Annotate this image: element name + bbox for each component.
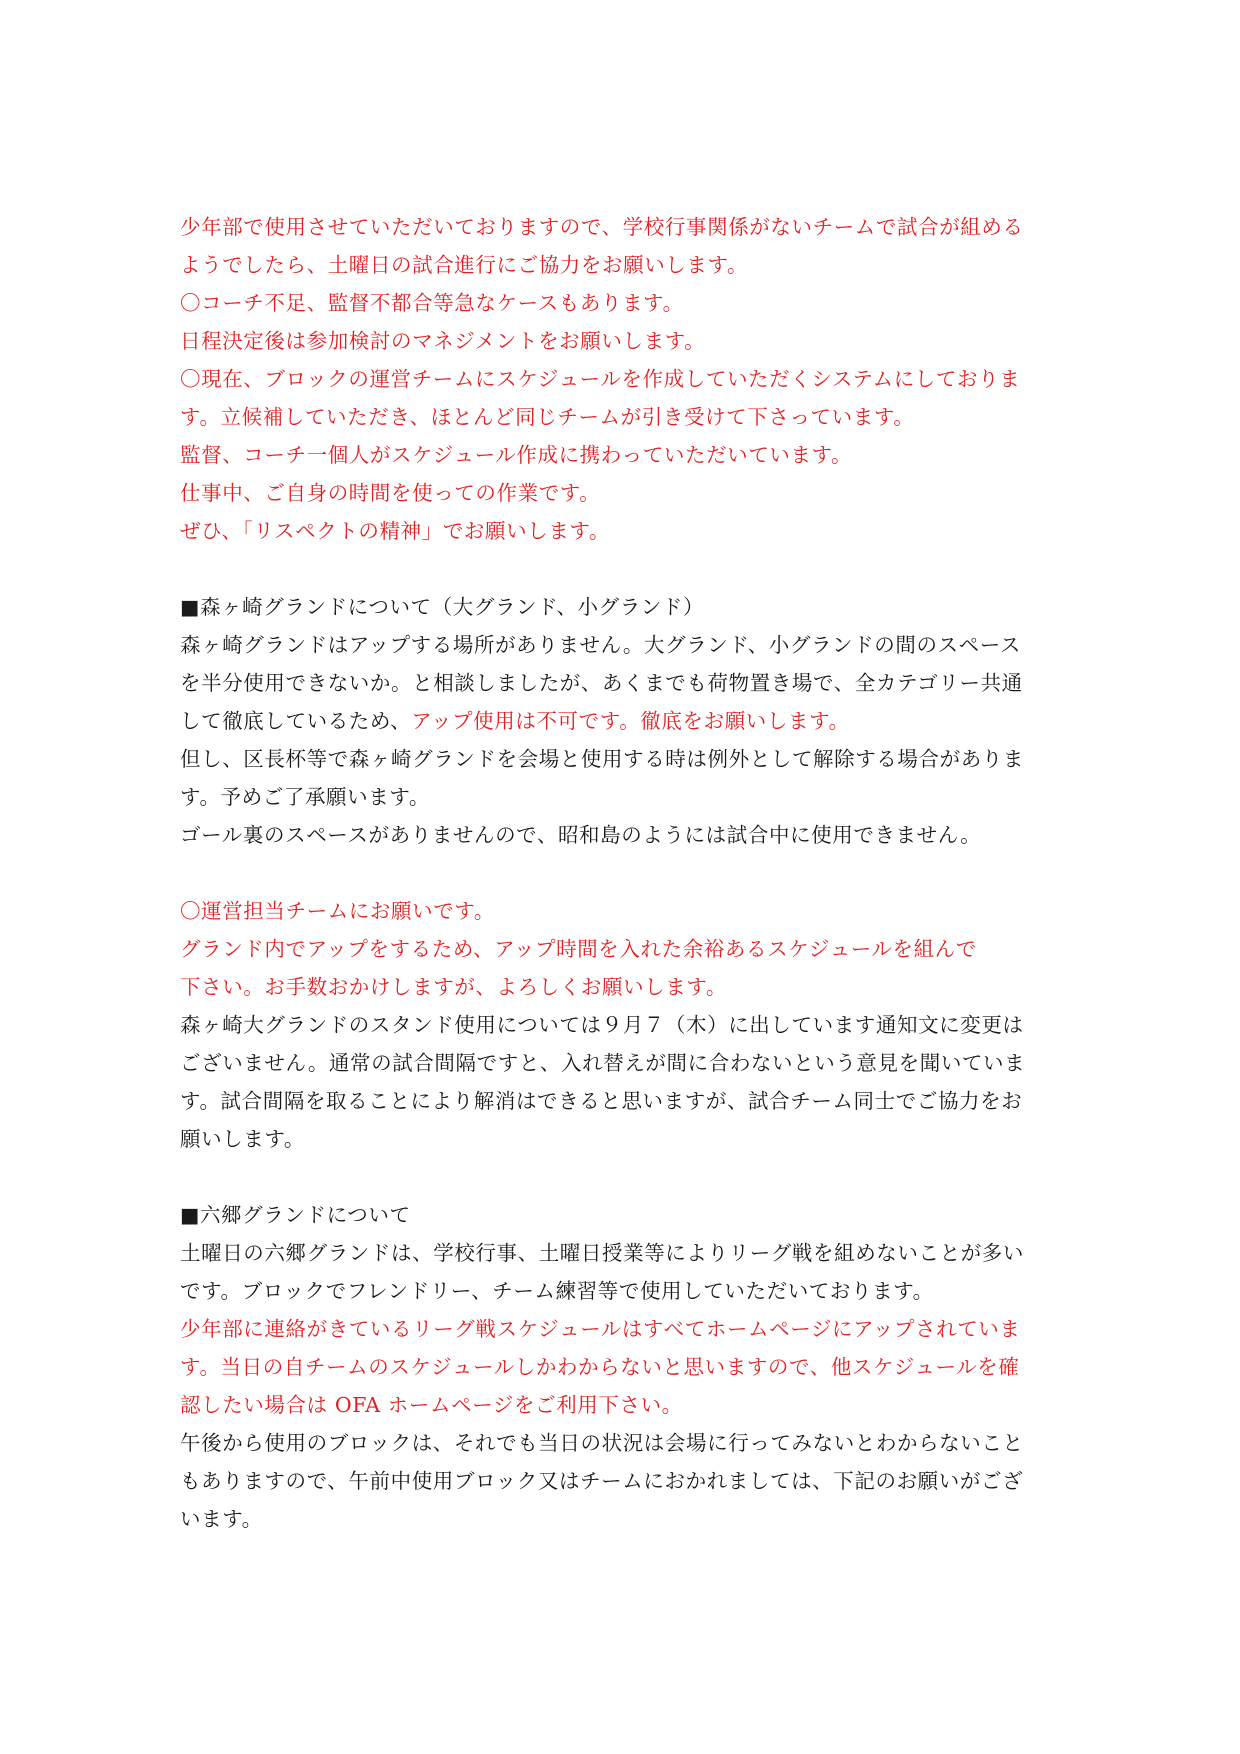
section-heading: ■森ヶ崎グランドについて（大グランド、小グランド）	[180, 595, 705, 619]
body-line: います。	[180, 1507, 263, 1531]
notice-line: 〇現在、ブロックの運営チームにスケジュールを作成していただくシステムにしておりま	[180, 367, 1021, 391]
notice-line: ようでしたら、土曜日の試合進行にご協力をお願いします。	[180, 253, 749, 277]
body-line: す。予めご了承願います。	[180, 785, 430, 809]
section-operating-team-request	[180, 892, 1060, 1158]
notice-line: 監督、コーチ一個人がスケジュール作成に携わっていただいています。	[180, 443, 853, 467]
body-line: 森ヶ崎グランドはアップする場所がありません。大グランド、小グランドの間のスペース	[180, 633, 1021, 657]
notice-line: ぜひ、「リスペクトの精神」でお願いします。	[180, 519, 610, 543]
body-line: 但し、区長杯等で森ヶ崎グランドを会場と使用する時は例外として解除する場合がありま	[180, 747, 1024, 771]
notice-line: 少年部に連絡がきているリーグ戦スケジュールはすべてホームページにアップされていま	[180, 1317, 1021, 1341]
document-page	[180, 208, 1060, 1538]
notice-line: グランド内でアップをするため、アップ時間を入れた余裕あるスケジュールを組んで	[180, 937, 977, 961]
section-heading: ■六郷グランドについて	[180, 1203, 411, 1227]
section-rokugo-ground	[180, 1196, 1060, 1538]
notice-line: 日程決定後は参加検討のマネジメントをお願いします。	[180, 329, 706, 353]
notice-line: 認したい場合は OFA ホームページをご利用下さい。	[180, 1393, 683, 1417]
body-line: もありますので、午前中使用ブロック又はチームにおかれましては、下記のお願いがござ	[180, 1469, 1024, 1493]
paragraph-gap	[180, 550, 1060, 588]
emphasis-text: アップ使用は不可です。徹底をお願いします。	[411, 709, 850, 733]
body-line: 願いします。	[180, 1127, 305, 1151]
body-line	[180, 702, 1060, 740]
paragraph-gap	[180, 1158, 1060, 1196]
notice-line: 〇運営担当チームにお願いです。	[180, 899, 495, 923]
section-morigasaki-ground	[180, 588, 1060, 854]
notice-line: す。立候補していただき、ほとんど同じチームが引き受けて下さっています。	[180, 405, 915, 429]
body-line: ございません。通常の試合間隔ですと、入れ替えが間に合わないという意見を聞いていま	[180, 1051, 1026, 1075]
notice-line: 仕事中、ご自身の時間を使っての作業です。	[180, 481, 601, 505]
notice-section-youth	[180, 208, 1060, 550]
notice-line: 〇コーチ不足、監督不都合等急なケースもあります。	[180, 291, 684, 315]
body-line: 午後から使用のブロックは、それでも当日の状況は会場に行ってみないとわからないこと	[180, 1431, 1024, 1455]
paragraph-gap	[180, 854, 1060, 892]
body-line: を半分使用できないか。と相談しましたが、あくまでも荷物置き場で、全カテゴリー共通	[180, 671, 1023, 695]
notice-line: 下さい。お手数おかけしますが、よろしくお願いします。	[180, 975, 727, 999]
body-text: して徹底しているため、	[180, 709, 412, 733]
body-line: 土曜日の六郷グランドは、学校行事、土曜日授業等によりリーグ戦を組めないことが多い	[180, 1241, 1024, 1265]
body-line: ゴール裏のスペースがありませんので、昭和島のようには試合中に使用できません。	[180, 823, 982, 847]
notice-line: す。当日の自チームのスケジュールしかわからないと思いますので、他スケジュールを確	[180, 1355, 1020, 1379]
body-line: 森ヶ崎大グランドのスタンド使用については９月７（木）に出しています通知文に変更は	[180, 1013, 1024, 1037]
body-line: す。試合間隔を取ることにより解消はできると思いますが、試合チーム同士でご協力をお	[180, 1089, 1023, 1113]
notice-line: 少年部で使用させていただいておりますので、学校行事関係がないチームで試合が組める	[180, 215, 1024, 239]
body-line: です。ブロックでフレンドリー、チーム練習等で使用していただいております。	[180, 1279, 934, 1303]
